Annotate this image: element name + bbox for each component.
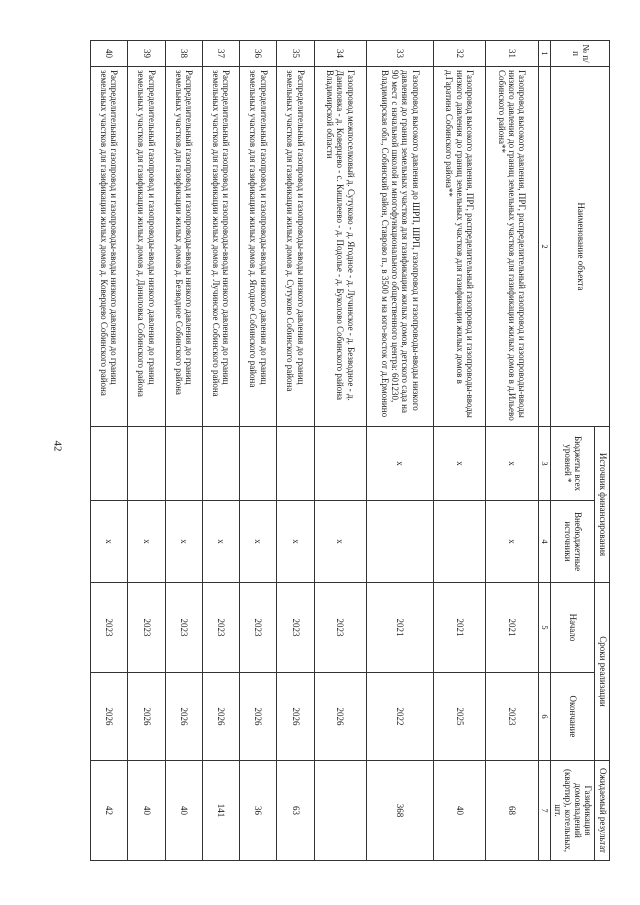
- cell-budget: [91, 427, 128, 501]
- cell-num: 33: [366, 41, 433, 67]
- page-number: 42: [51, 440, 64, 452]
- cell-start: 2023: [277, 583, 314, 673]
- header-extra: Внебюджетные источники: [550, 501, 595, 583]
- cell-extra: x: [314, 501, 366, 583]
- cell-end: 2026: [277, 673, 314, 761]
- index-cell: 6: [538, 673, 550, 761]
- rotated-content: [90, 40, 610, 860]
- cell-budget: [314, 427, 366, 501]
- cell-name: Газопровод высокого давления, ПРГ, распределительный газопровод и газопроводы-вводы низкого давления до границ земельных участков для газификации жилых домов в д.Гаратина Собинского района**: [434, 67, 486, 427]
- cell-end: 2026: [165, 673, 202, 761]
- cell-end: 2026: [240, 673, 277, 761]
- cell-num: 34: [314, 41, 366, 67]
- table-row: [202, 41, 239, 861]
- cell-name: Распределительный газопровод и газопроводы-вводы низкого давления до границ земельных участков для газификации жилых домов д. Сутуково Собинского района: [277, 67, 314, 427]
- cell-num: 35: [277, 41, 314, 67]
- table-row: [366, 41, 433, 861]
- index-cell: 1: [538, 41, 550, 67]
- cell-name: Газопровод межпоселковый д. Сутуково - д. Ягодное - д. Лучинское - д. Безводное - д. Даниловка - д. Коверцево - с. Кишлеево - д. Подолье - д. Буколово Собинского района Владимирской области: [314, 67, 366, 427]
- cell-extra: [434, 501, 486, 583]
- objects-table: [90, 40, 610, 861]
- cell-end: 2026: [91, 673, 128, 761]
- cell-result: [314, 761, 366, 861]
- cell-result: 40: [434, 761, 486, 861]
- cell-budget: [202, 427, 239, 501]
- cell-extra: x: [240, 501, 277, 583]
- cell-end: 2023: [486, 673, 538, 761]
- cell-extra: x: [277, 501, 314, 583]
- cell-result: 42: [91, 761, 128, 861]
- cell-result: 141: [202, 761, 239, 861]
- cell-extra: [366, 501, 433, 583]
- cell-name: Распределительный газопровод и газопроводы-вводы низкого давления до границ земельных участков для газификации жилых домов д. Коверцево Собинского района: [91, 67, 128, 427]
- cell-name: Распределительный газопровод и газопроводы-вводы низкого давления до границ земельных участков для газификации жилых домов д. Даниловка Собинского района: [128, 67, 165, 427]
- header-period: Сроки реализации: [595, 583, 610, 761]
- cell-budget: [277, 427, 314, 501]
- cell-budget: x: [366, 427, 433, 501]
- cell-start: 2021: [434, 583, 486, 673]
- cell-num: 40: [91, 41, 128, 67]
- cell-name: Газопровод высокого давления до ШРП, ШРП, газопровод и газопроводы-вводы низкого давления до границ земельных участков для газификации жилых домов, детского сада на 90 мест с начальной школой и многофункционального общественного центра: 601230, Владимирская обл., Собинский район, Ставрово п., в 3500 м на юго-восток от д.Ермонино: [366, 67, 433, 427]
- cell-result: 36: [240, 761, 277, 861]
- header-name: Наименование объекта: [550, 67, 609, 427]
- cell-budget: [128, 427, 165, 501]
- cell-end: 2026: [314, 673, 366, 761]
- cell-num: 37: [202, 41, 239, 67]
- header-result: Газификация домовладений (квартир), котельных, шт.: [550, 761, 595, 861]
- table-row: [277, 41, 314, 861]
- cell-start: 2023: [314, 583, 366, 673]
- cell-num: 36: [240, 41, 277, 67]
- cell-start: 2023: [165, 583, 202, 673]
- cell-num: 31: [486, 41, 538, 67]
- cell-extra: x: [202, 501, 239, 583]
- index-cell: 3: [538, 427, 550, 501]
- table-row: [165, 41, 202, 861]
- cell-end: 2022: [366, 673, 433, 761]
- cell-num: 39: [128, 41, 165, 67]
- header-num: № п/п: [550, 41, 609, 67]
- cell-name: Распределительный газопровод и газопроводы-вводы низкого давления до границ земельных участков для газификации жилых домов д. Ягодное Собинского района: [240, 67, 277, 427]
- cell-num: 38: [165, 41, 202, 67]
- cell-result: 368: [366, 761, 433, 861]
- cell-start: 2023: [91, 583, 128, 673]
- table-row: [240, 41, 277, 861]
- cell-start: 2021: [486, 583, 538, 673]
- table-row: [314, 41, 366, 861]
- cell-extra: x: [165, 501, 202, 583]
- cell-start: 2023: [128, 583, 165, 673]
- cell-name: Распределительный газопровод и газопроводы-вводы низкого давления до границ земельных участков для газификации жилых домов д. Безводное Собинского района: [165, 67, 202, 427]
- index-cell: 4: [538, 501, 550, 583]
- header-result-group: Ожидаемый результат: [595, 761, 610, 861]
- cell-extra: x: [91, 501, 128, 583]
- table-row: [128, 41, 165, 861]
- header-end: Окончание: [550, 673, 595, 761]
- column-index-row: [538, 41, 550, 861]
- cell-result: 68: [486, 761, 538, 861]
- table-body: [91, 41, 539, 861]
- cell-result: 63: [277, 761, 314, 861]
- cell-end: 2025: [434, 673, 486, 761]
- table-header: [538, 41, 609, 861]
- cell-num: 32: [434, 41, 486, 67]
- cell-extra: x: [128, 501, 165, 583]
- cell-extra: x: [486, 501, 538, 583]
- cell-name: Газопровод высокого давления, ПРГ, распределительный газопровод и газопроводы-вводы низкого давления до границ земельных участков для газификации жилых домов в д.Ильево Собинского района**: [486, 67, 538, 427]
- cell-name: Распределительный газопровод и газопроводы-вводы низкого давления до границ земельных участков для газификации жилых домов д. Лучинское Собинского района: [202, 67, 239, 427]
- cell-result: 40: [165, 761, 202, 861]
- cell-end: 2026: [202, 673, 239, 761]
- index-cell: 5: [538, 583, 550, 673]
- rotated-page: [90, 40, 610, 860]
- table-row: [486, 41, 538, 861]
- cell-start: 2023: [240, 583, 277, 673]
- cell-end: 2026: [128, 673, 165, 761]
- header-budget: Бюджеты всех уровней *: [550, 427, 595, 501]
- index-cell: 7: [538, 761, 550, 861]
- cell-budget: x: [486, 427, 538, 501]
- header-financing: Источник финансирования: [595, 427, 610, 583]
- cell-result: 40: [128, 761, 165, 861]
- cell-start: 2023: [202, 583, 239, 673]
- cell-budget: x: [434, 427, 486, 501]
- header-start: Начало: [550, 583, 595, 673]
- index-cell: 2: [538, 67, 550, 427]
- cell-start: 2021: [366, 583, 433, 673]
- table-row: [91, 41, 128, 861]
- cell-budget: [240, 427, 277, 501]
- table-row: [434, 41, 486, 861]
- cell-budget: [165, 427, 202, 501]
